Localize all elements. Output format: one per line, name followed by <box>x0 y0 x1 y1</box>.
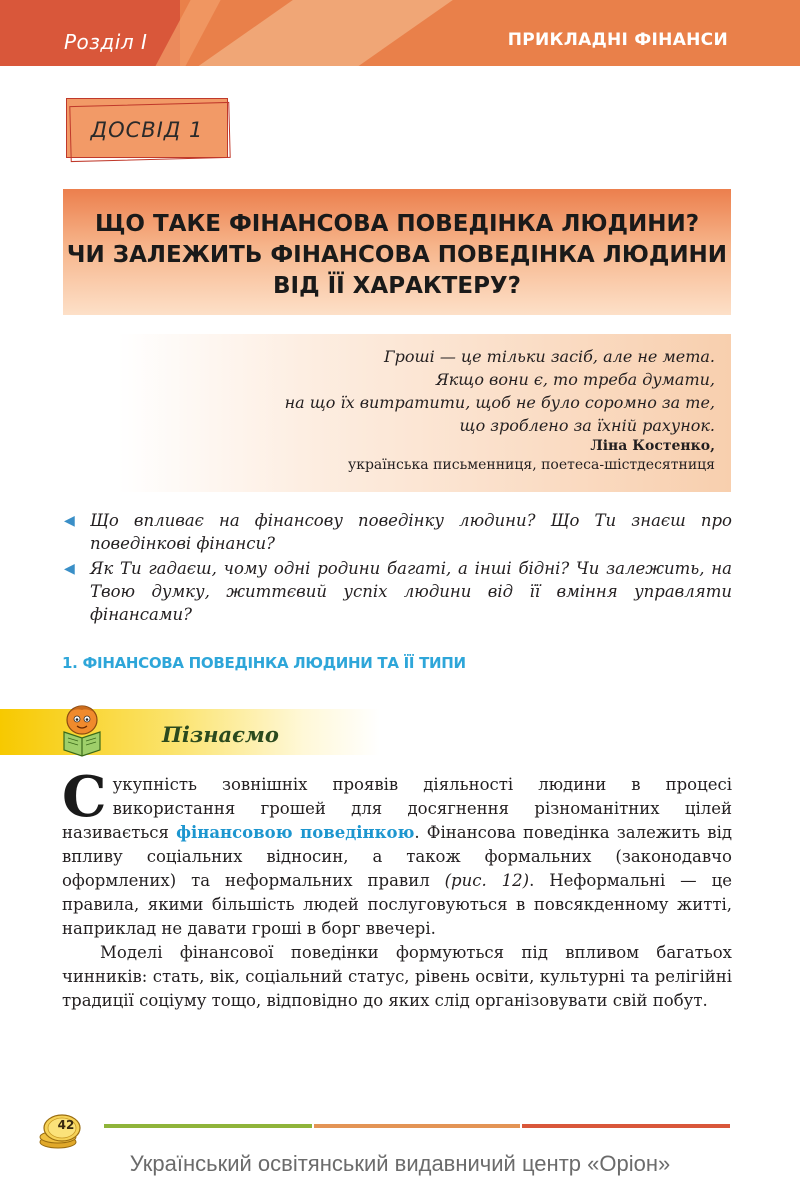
arrow-left-icon: ◀ <box>64 561 75 577</box>
heading-line: ЧИ ЗАЛЕЖИТЬ ФІНАНСОВА ПОВЕДІНКА ЛЮДИНИ <box>66 242 728 268</box>
paragraph: Моделі фінансової поведінки формуються під впливом багатьох чинників: стать, вік, соціальний статус, рівень освіти, культурні та релігійні традиції соціуму тощо, відповідно до яких слід організовувати свій побут. <box>62 943 732 1010</box>
paragraph-text: . Фінансова поведінка залежить від впливу соціальних відносин, а також формальних (законодавчо оформлених) та неформальних правил <box>62 823 733 890</box>
footer-divider <box>522 1124 730 1128</box>
figure-reference: (рис. 12) <box>444 871 530 890</box>
experience-label <box>66 98 230 160</box>
section-label: Розділ I <box>64 30 148 54</box>
question-item <box>62 509 732 555</box>
heading-line: ЩО ТАКЕ ФІНАНСОВА ПОВЕДІНКА ЛЮДИНИ? <box>94 211 700 237</box>
publisher-line: Український освітянський видавничий центр «Оріон» <box>129 1151 671 1176</box>
quote-author-description: українська письменниця, поетеса-шістдесятниця <box>347 457 715 473</box>
drop-cap: С <box>62 764 107 830</box>
quote-line: що зроблено за їхній рахунок. <box>459 416 715 435</box>
reading-mascot-icon <box>56 702 108 758</box>
question-text: Як Ти гадаєш, чому одні родини багаті, а інші бідні? Чи залежить, на Твою думку, життєвий успіх людини від її вміння управляти фінансами? <box>90 559 732 624</box>
question-text: Що впливає на фінансову поведінку людини? Що Ти знаєш про поведінкові фінанси? <box>90 511 732 553</box>
quote-author: Ліна Костенко, <box>590 438 715 454</box>
page-number: 42 <box>57 1118 75 1132</box>
question-item <box>62 557 732 626</box>
quote-line: Якщо вони є, то треба думати, <box>435 370 715 389</box>
body-text <box>62 764 733 1013</box>
arrow-left-icon: ◀ <box>64 513 75 529</box>
paragraph <box>62 764 733 941</box>
lesson-heading <box>63 189 731 315</box>
heading-line: ВІД ЇЇ ХАРАКТЕРУ? <box>272 273 522 299</box>
footer-divider <box>104 1124 312 1128</box>
quote-line: Гроші — це тільки засіб, але не мета. <box>384 347 715 366</box>
paragraph-text: . Неформальні — це правила, якими більшість людей послуговуються в повсякденному житті, наприклад не давати гроші в борг ввечері. <box>62 871 732 938</box>
experience-label-text: ДОСВІД 1 <box>90 118 204 142</box>
section-heading: 1. ФІНАНСОВА ПОВЕДІНКА ЛЮДИНИ ТА ЇЇ ТИПИ <box>62 654 466 672</box>
page-header <box>0 0 800 66</box>
learn-label: Пізнаємо <box>162 722 279 747</box>
footer-divider <box>314 1124 520 1128</box>
key-term: фінансовою поведінкою <box>176 823 415 842</box>
quote-line: на що їх витратити, щоб не було соромно за те, <box>284 393 715 412</box>
warmup-questions <box>62 509 732 628</box>
epigraph-quote <box>118 334 731 492</box>
paragraph-text: укупність зовнішніх проявів діяльності людини в процесі використання грошей для досягнення різноманітних цілей називається <box>62 775 732 842</box>
book-title: ПРИКЛАДНІ ФІНАНСИ <box>507 30 728 50</box>
